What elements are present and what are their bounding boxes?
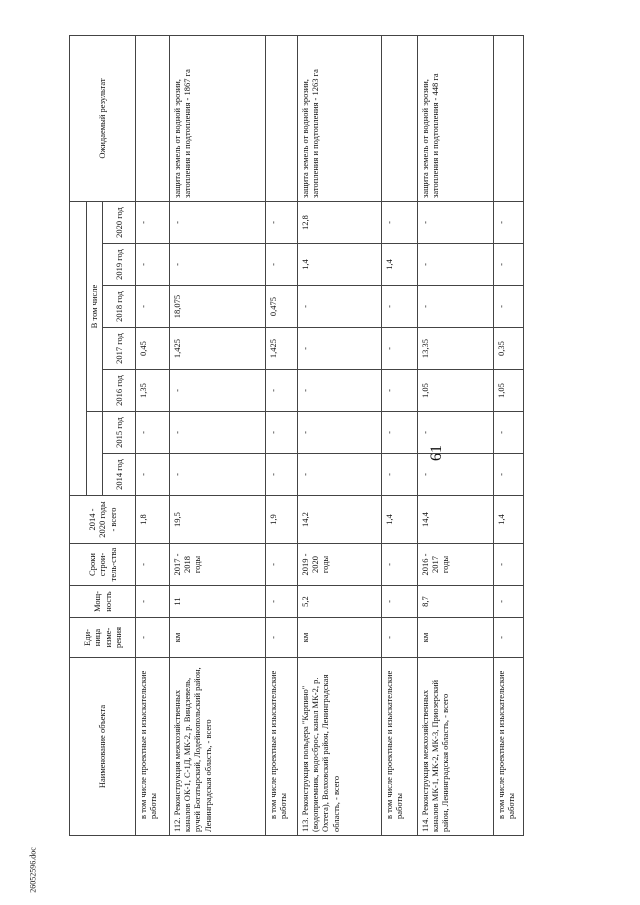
header-year: 2014 год (103, 454, 136, 496)
year-2015-cell: - (298, 412, 382, 454)
table-row (298, 36, 382, 836)
year-2017-cell: 13,35 (418, 328, 494, 370)
year-2017-cell: 0,35 (494, 328, 524, 370)
rotated-table (69, 36, 517, 836)
table-row (382, 36, 418, 836)
year-2014-cell: - (418, 454, 494, 496)
year-2014-cell: - (298, 454, 382, 496)
header-years-empty (87, 412, 103, 496)
capacity-cell: - (382, 586, 418, 618)
header-year: 2020 год (103, 202, 136, 244)
table-row (170, 36, 266, 836)
year-2017-cell: 1,425 (266, 328, 298, 370)
year-2018-cell: - (136, 286, 170, 328)
year-2018-cell: - (298, 286, 382, 328)
year-2019-cell: - (418, 244, 494, 286)
year-2016-cell: - (170, 370, 266, 412)
year-2014-cell: - (382, 454, 418, 496)
year-2014-cell: - (170, 454, 266, 496)
result-cell (266, 36, 298, 202)
capacity-cell: - (494, 586, 524, 618)
year-2018-cell: - (494, 286, 524, 328)
table-row (418, 36, 494, 836)
year-2019-cell: - (136, 244, 170, 286)
terms-cell: - (382, 544, 418, 586)
unit-cell: - (266, 618, 298, 658)
terms-cell: 2019 - 2020 годы (298, 544, 382, 586)
year-2014-cell: - (136, 454, 170, 496)
year-2015-cell: - (382, 412, 418, 454)
header-in-total: В том числе (87, 202, 103, 412)
year-2020-cell: - (266, 202, 298, 244)
year-2020-cell: - (382, 202, 418, 244)
year-2019-cell: - (170, 244, 266, 286)
year-2019-cell: - (266, 244, 298, 286)
year-2020-cell: - (170, 202, 266, 244)
object-name: 113. Реконструкция польдера "Карпино" (водоприемник, водосброс, канал МК-2, р. Охтега), Волховский район, Ленинградская область, - всего (298, 658, 382, 836)
year-2015-cell: - (494, 412, 524, 454)
year-2019-cell: 1,4 (298, 244, 382, 286)
unit-cell: - (494, 618, 524, 658)
capacity-cell: 8,7 (418, 586, 494, 618)
table-row (136, 36, 170, 836)
header-name: Наименование объекта (70, 658, 136, 836)
year-2018-cell: - (382, 286, 418, 328)
header-years-group-spacer (70, 202, 87, 496)
year-2016-cell: 1,05 (494, 370, 524, 412)
terms-cell: - (266, 544, 298, 586)
total-cell: 1,4 (494, 496, 524, 544)
unit-cell: км (298, 618, 382, 658)
unit-cell: км (418, 618, 494, 658)
year-2015-cell: - (136, 412, 170, 454)
terms-cell: - (494, 544, 524, 586)
unit-cell: - (136, 618, 170, 658)
header-capacity: Мощ-ность (70, 586, 136, 618)
header-year: 2015 год (103, 412, 136, 454)
year-2020-cell: 12,8 (298, 202, 382, 244)
year-2014-cell: - (266, 454, 298, 496)
year-2015-cell: - (418, 412, 494, 454)
total-cell: 14,4 (418, 496, 494, 544)
total-cell: 19,5 (170, 496, 266, 544)
year-2015-cell: - (170, 412, 266, 454)
total-cell: 1,4 (382, 496, 418, 544)
unit-cell: - (382, 618, 418, 658)
document-reference: 26052596.doc (28, 847, 38, 893)
terms-cell: 2017 - 2018 годы (170, 544, 266, 586)
year-2019-cell: 1,4 (382, 244, 418, 286)
year-2016-cell: 1,05 (418, 370, 494, 412)
capacity-cell: 5,2 (298, 586, 382, 618)
total-cell: 14,2 (298, 496, 382, 544)
total-cell: 1,8 (136, 496, 170, 544)
result-cell (382, 36, 418, 202)
year-2018-cell: 0,475 (266, 286, 298, 328)
header-total: 2014 - 2020 годы - всего (70, 496, 136, 544)
capacity-cell: - (136, 586, 170, 618)
object-name: 114. Реконструкция межхозяйственных каналов МК-1, МК-2, МК-3, Приозерский район, Ленинградская область, - всего (418, 658, 494, 836)
object-name: в том числе проектные и изыскательские работы (266, 658, 298, 836)
result-cell: защита земель от водной эрозии, затопления и подтопления - 1867 га (170, 36, 266, 202)
year-2014-cell: - (494, 454, 524, 496)
total-cell: 1,9 (266, 496, 298, 544)
object-name: в том числе проектные и изыскательские работы (136, 658, 170, 836)
investment-table (69, 35, 524, 836)
page-number: 61 (428, 445, 445, 461)
table-row (494, 36, 524, 836)
terms-cell: - (136, 544, 170, 586)
header-unit: Еди-ница изме-рения (70, 618, 136, 658)
year-2017-cell: 0,45 (136, 328, 170, 370)
object-name: в том числе проектные и изыскательские работы (382, 658, 418, 836)
year-2018-cell: 18,075 (170, 286, 266, 328)
year-2016-cell: 1,35 (136, 370, 170, 412)
capacity-cell: 11 (170, 586, 266, 618)
result-cell: защита земель от водной эрозии, затопления и подтопления - 448 га (418, 36, 494, 202)
header-terms: Сроки строи-тель-ства (70, 544, 136, 586)
year-2016-cell: - (266, 370, 298, 412)
result-cell (136, 36, 170, 202)
year-2015-cell: - (266, 412, 298, 454)
header-year: 2019 год (103, 244, 136, 286)
header-year: 2016 год (103, 370, 136, 412)
year-2016-cell: - (298, 370, 382, 412)
table-row (266, 36, 298, 836)
header-year: 2018 год (103, 286, 136, 328)
table-container (69, 36, 517, 836)
result-cell (494, 36, 524, 202)
year-2017-cell: - (382, 328, 418, 370)
year-2020-cell: - (136, 202, 170, 244)
year-2019-cell: - (494, 244, 524, 286)
result-cell: защита земель от водной эрозии, затопления и подтопления - 1263 га (298, 36, 382, 202)
object-name: в том числе проектные и изыскательские работы (494, 658, 524, 836)
year-2020-cell: - (494, 202, 524, 244)
terms-cell: 2016 - 2017 годы (418, 544, 494, 586)
unit-cell: км (170, 618, 266, 658)
header-result: Ожидаемый результат (70, 36, 136, 202)
capacity-cell: - (266, 586, 298, 618)
year-2017-cell: - (298, 328, 382, 370)
header-year: 2017 год (103, 328, 136, 370)
year-2020-cell: - (418, 202, 494, 244)
year-2016-cell: - (382, 370, 418, 412)
object-name: 112. Реконструкция межхозяйственных каналов ОК-1, С-1Д, МК-2, р. Виндзевель, ручей Богатырский, Лодейнопольский район, Ленинградская область, - всего (170, 658, 266, 836)
year-2018-cell: - (418, 286, 494, 328)
year-2017-cell: 1,425 (170, 328, 266, 370)
